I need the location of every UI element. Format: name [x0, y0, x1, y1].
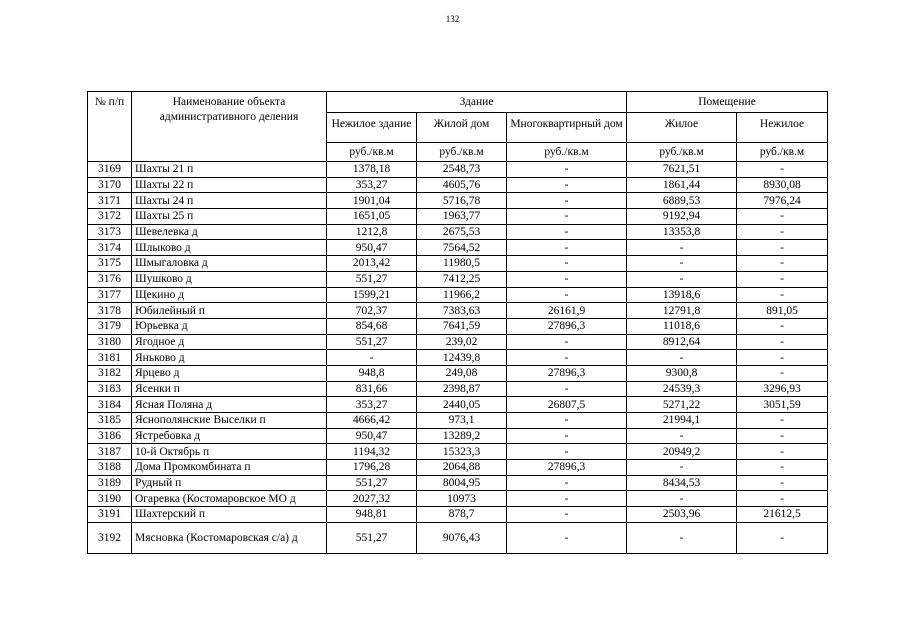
header-group-building: Здание [327, 92, 627, 113]
nonresidential-building-value: 353,27 [327, 397, 417, 413]
nonresidential-building-value: 2013,42 [327, 256, 417, 272]
apartment-building-value: - [507, 507, 627, 523]
table-row [88, 444, 828, 460]
row-number: 3187 [88, 444, 132, 460]
residential-premises-value: 7621,51 [627, 162, 737, 178]
residential-premises-value: 13918,6 [627, 287, 737, 303]
residential-house-value: 8004,95 [417, 475, 507, 491]
residential-premises-value: 11018,6 [627, 318, 737, 334]
row-number: 3171 [88, 193, 132, 209]
apartment-building-value: 27896,3 [507, 365, 627, 381]
residential-house-value: 249,08 [417, 365, 507, 381]
table-row [88, 491, 828, 507]
residential-premises-value: - [627, 428, 737, 444]
row-name: Мясновка (Костомаровская с/а) д [132, 522, 327, 553]
table-row [88, 381, 828, 397]
residential-premises-value: 5271,22 [627, 397, 737, 413]
residential-premises-value: 8434,53 [627, 475, 737, 491]
residential-premises-value: 12791,8 [627, 303, 737, 319]
residential-premises-value: 9300,8 [627, 365, 737, 381]
apartment-building-value: - [507, 240, 627, 256]
residential-premises-value: 6889,53 [627, 193, 737, 209]
row-number: 3177 [88, 287, 132, 303]
table-row [88, 318, 828, 334]
residential-premises-value: 20949,2 [627, 444, 737, 460]
residential-house-value: 7383,63 [417, 303, 507, 319]
residential-premises-value: 9192,94 [627, 209, 737, 225]
apartment-building-value: - [507, 475, 627, 491]
residential-house-value: 5716,78 [417, 193, 507, 209]
residential-premises-value: 1861,44 [627, 177, 737, 193]
nonresidential-premises-value: - [737, 460, 828, 476]
residential-house-value: 2064,88 [417, 460, 507, 476]
residential-house-value: 2548,73 [417, 162, 507, 178]
apartment-building-value: - [507, 428, 627, 444]
row-number: 3169 [88, 162, 132, 178]
nonresidential-building-value: 551,27 [327, 522, 417, 553]
nonresidential-building-value: 551,27 [327, 271, 417, 287]
residential-house-value: 7641,59 [417, 318, 507, 334]
apartment-building-value: 27896,3 [507, 318, 627, 334]
nonresidential-premises-value: - [737, 428, 828, 444]
nonresidential-premises-value: 891,05 [737, 303, 828, 319]
table-body [88, 162, 828, 554]
row-name: Яньково д [132, 350, 327, 366]
residential-premises-value: - [627, 350, 737, 366]
header-unit: руб./кв.м [417, 143, 507, 162]
row-name: Ягодное д [132, 334, 327, 350]
table-row [88, 397, 828, 413]
nonresidential-premises-value: 3296,93 [737, 381, 828, 397]
residential-house-value: 11980,5 [417, 256, 507, 272]
nonresidential-building-value: 1651,05 [327, 209, 417, 225]
header-unit: руб./кв.м [627, 143, 737, 162]
apartment-building-value: - [507, 350, 627, 366]
nonresidential-building-value: 1901,04 [327, 193, 417, 209]
header-nonresidential-building: Нежилое здание [327, 113, 417, 143]
apartment-building-value: - [507, 224, 627, 240]
apartment-building-value: 26161,9 [507, 303, 627, 319]
residential-house-value: 12439,8 [417, 350, 507, 366]
row-number: 3190 [88, 491, 132, 507]
nonresidential-premises-value: - [737, 318, 828, 334]
table-row [88, 475, 828, 491]
row-number: 3170 [88, 177, 132, 193]
residential-premises-value: 2503,96 [627, 507, 737, 523]
table-row [88, 507, 828, 523]
row-number: 3185 [88, 413, 132, 429]
row-name: Ясенки п [132, 381, 327, 397]
row-name: Щекино д [132, 287, 327, 303]
apartment-building-value: 27896,3 [507, 460, 627, 476]
row-name: Шевелевка д [132, 224, 327, 240]
residential-house-value: 2440,05 [417, 397, 507, 413]
nonresidential-building-value: 551,27 [327, 475, 417, 491]
apartment-building-value: - [507, 162, 627, 178]
row-name: Шушково д [132, 271, 327, 287]
apartment-building-value: - [507, 287, 627, 303]
residential-house-value: 10973 [417, 491, 507, 507]
nonresidential-premises-value: - [737, 256, 828, 272]
residential-house-value: 2398,87 [417, 381, 507, 397]
apartment-building-value: - [507, 381, 627, 397]
row-number: 3176 [88, 271, 132, 287]
residential-premises-value: - [627, 256, 737, 272]
header-name: Наименование объекта административного деления [132, 92, 327, 162]
apartment-building-value: - [507, 413, 627, 429]
nonresidential-building-value: 1599,21 [327, 287, 417, 303]
nonresidential-building-value: 948,81 [327, 507, 417, 523]
nonresidential-premises-value: - [737, 287, 828, 303]
row-name: Шахтерский п [132, 507, 327, 523]
nonresidential-building-value: 854,68 [327, 318, 417, 334]
apartment-building-value: - [507, 256, 627, 272]
row-number: 3174 [88, 240, 132, 256]
nonresidential-premises-value: - [737, 475, 828, 491]
row-number: 3180 [88, 334, 132, 350]
nonresidential-building-value: 2027,32 [327, 491, 417, 507]
row-name: Юбилейный п [132, 303, 327, 319]
residential-house-value: 7412,25 [417, 271, 507, 287]
table-row [88, 240, 828, 256]
header-residential-premises: Жилое [627, 113, 737, 143]
cadastral-value-table [87, 91, 828, 554]
residential-house-value: 2675,53 [417, 224, 507, 240]
residential-premises-value: - [627, 522, 737, 553]
row-name: 10-й Октябрь п [132, 444, 327, 460]
residential-house-value: 4605,76 [417, 177, 507, 193]
residential-premises-value: - [627, 271, 737, 287]
nonresidential-premises-value: - [737, 365, 828, 381]
table-row [88, 162, 828, 178]
row-name: Шмыгаловка д [132, 256, 327, 272]
residential-house-value: 973,1 [417, 413, 507, 429]
table-row [88, 413, 828, 429]
apartment-building-value: - [507, 334, 627, 350]
table-row [88, 256, 828, 272]
table-row [88, 224, 828, 240]
nonresidential-premises-value: - [737, 522, 828, 553]
residential-house-value: 15323,3 [417, 444, 507, 460]
apartment-building-value: - [507, 444, 627, 460]
row-number: 3183 [88, 381, 132, 397]
residential-house-value: 1963,77 [417, 209, 507, 225]
nonresidential-building-value: 1212,8 [327, 224, 417, 240]
row-number: 3181 [88, 350, 132, 366]
nonresidential-building-value: - [327, 350, 417, 366]
apartment-building-value: 26807,5 [507, 397, 627, 413]
header-unit: руб./кв.м [327, 143, 417, 162]
header-unit: руб./кв.м [507, 143, 627, 162]
table-row [88, 460, 828, 476]
table-row [88, 287, 828, 303]
residential-house-value: 7564,52 [417, 240, 507, 256]
row-name: Ястребовка д [132, 428, 327, 444]
nonresidential-building-value: 702,37 [327, 303, 417, 319]
row-name: Ясная Поляна д [132, 397, 327, 413]
header-unit: руб./кв.м [737, 143, 828, 162]
row-name: Ярцево д [132, 365, 327, 381]
residential-house-value: 13289,2 [417, 428, 507, 444]
residential-premises-value: 8912,64 [627, 334, 737, 350]
row-name: Огаревка (Костомаровское МО д [132, 491, 327, 507]
apartment-building-value: - [507, 271, 627, 287]
header-group-premises: Помещение [627, 92, 828, 113]
residential-premises-value: - [627, 240, 737, 256]
residential-house-value: 9076,43 [417, 522, 507, 553]
nonresidential-premises-value: 21612,5 [737, 507, 828, 523]
nonresidential-building-value: 4666,42 [327, 413, 417, 429]
row-number: 3172 [88, 209, 132, 225]
table-row [88, 271, 828, 287]
residential-house-value: 239,02 [417, 334, 507, 350]
residential-house-value: 11966,2 [417, 287, 507, 303]
row-name: Дома Промкомбината п [132, 460, 327, 476]
residential-premises-value: - [627, 491, 737, 507]
row-number: 3182 [88, 365, 132, 381]
row-number: 3175 [88, 256, 132, 272]
row-number: 3191 [88, 507, 132, 523]
table-row [88, 177, 828, 193]
header-num: № п/п [88, 92, 132, 162]
nonresidential-building-value: 950,47 [327, 428, 417, 444]
nonresidential-building-value: 353,27 [327, 177, 417, 193]
nonresidential-premises-value: - [737, 271, 828, 287]
table-row [88, 522, 828, 553]
nonresidential-premises-value: - [737, 413, 828, 429]
apartment-building-value: - [507, 522, 627, 553]
nonresidential-premises-value: - [737, 350, 828, 366]
nonresidential-premises-value: - [737, 491, 828, 507]
header-nonresidential-premises: Нежилое [737, 113, 828, 143]
nonresidential-premises-value: - [737, 162, 828, 178]
row-name: Шахты 21 п [132, 162, 327, 178]
table-row [88, 209, 828, 225]
row-name: Юрьевка д [132, 318, 327, 334]
row-name: Шахты 24 п [132, 193, 327, 209]
nonresidential-premises-value: 7976,24 [737, 193, 828, 209]
table-row [88, 193, 828, 209]
nonresidential-building-value: 1378,18 [327, 162, 417, 178]
row-number: 3188 [88, 460, 132, 476]
row-name: Рудный п [132, 475, 327, 491]
page-number: 132 [445, 14, 460, 24]
nonresidential-premises-value: - [737, 444, 828, 460]
header-apartment-building: Многоквартирный дом [507, 113, 627, 143]
apartment-building-value: - [507, 491, 627, 507]
table-row [88, 303, 828, 319]
row-name: Шахты 22 п [132, 177, 327, 193]
nonresidential-building-value: 1194,32 [327, 444, 417, 460]
nonresidential-premises-value: 3051,59 [737, 397, 828, 413]
nonresidential-building-value: 948,8 [327, 365, 417, 381]
row-number: 3173 [88, 224, 132, 240]
residential-house-value: 878,7 [417, 507, 507, 523]
residential-premises-value: 24539,3 [627, 381, 737, 397]
apartment-building-value: - [507, 177, 627, 193]
table-row [88, 365, 828, 381]
table-row [88, 350, 828, 366]
residential-premises-value: 13353,8 [627, 224, 737, 240]
row-number: 3178 [88, 303, 132, 319]
nonresidential-building-value: 831,66 [327, 381, 417, 397]
residential-premises-value: - [627, 460, 737, 476]
row-number: 3189 [88, 475, 132, 491]
row-name: Шлыково д [132, 240, 327, 256]
row-number: 3184 [88, 397, 132, 413]
nonresidential-premises-value: - [737, 334, 828, 350]
nonresidential-premises-value: - [737, 224, 828, 240]
row-number: 3179 [88, 318, 132, 334]
nonresidential-building-value: 950,47 [327, 240, 417, 256]
table-row [88, 334, 828, 350]
row-number: 3192 [88, 522, 132, 553]
nonresidential-premises-value: - [737, 209, 828, 225]
nonresidential-premises-value: - [737, 240, 828, 256]
table-row [88, 428, 828, 444]
nonresidential-building-value: 1796,28 [327, 460, 417, 476]
apartment-building-value: - [507, 209, 627, 225]
residential-premises-value: 21994,1 [627, 413, 737, 429]
nonresidential-building-value: 551,27 [327, 334, 417, 350]
row-name: Яснополянские Выселки п [132, 413, 327, 429]
nonresidential-premises-value: 8930,08 [737, 177, 828, 193]
row-name: Шахты 25 п [132, 209, 327, 225]
apartment-building-value: - [507, 193, 627, 209]
header-residential-house: Жилой дом [417, 113, 507, 143]
row-number: 3186 [88, 428, 132, 444]
